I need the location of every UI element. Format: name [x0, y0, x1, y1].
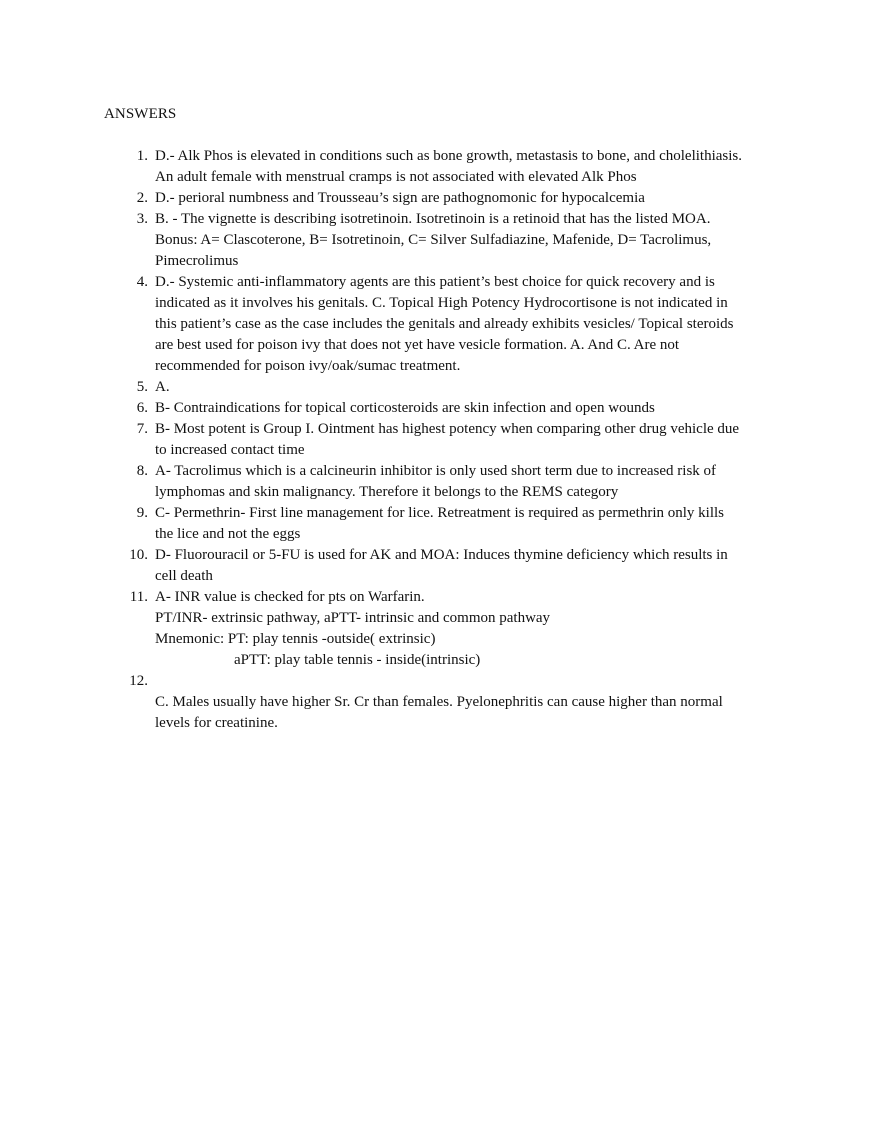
answer-text-line: An adult female with menstrual cramps is not associated with elevated Alk Phos: [155, 169, 637, 185]
answer-number: 1.: [136, 148, 148, 164]
answer-text-line: recommended for poison ivy/oak/sumac treatment.: [155, 358, 461, 374]
answer-text-line: the lice and not the eggs: [155, 526, 301, 542]
answer-number: 3.: [136, 211, 148, 227]
answer-item-2: [104, 188, 794, 209]
answer-number: 5.: [136, 379, 148, 395]
answer-text-line: Mnemonic: PT: play tennis -outside( extrinsic): [155, 631, 436, 647]
answer-text-line: D- Fluorouracil or 5-FU is used for AK and MOA: Induces thymine deficiency which results in: [155, 547, 728, 563]
answer-text-line: B- Most potent is Group I. Ointment has highest potency when comparing other drug vehicle due: [155, 421, 740, 437]
answer-number: 12.: [129, 673, 148, 689]
answer-item-11: [104, 587, 794, 671]
answer-text-line: A- Tacrolimus which is a calcineurin inhibitor is only used short term due to increased risk of: [155, 463, 717, 479]
answer-text-line: aPTT: play table tennis - inside(intrinsic): [234, 652, 481, 668]
answer-item-10: [104, 545, 794, 587]
answer-text-line: D.- Systemic anti-inflammatory agents are this patient’s best choice for quick recovery and is: [155, 274, 715, 290]
answer-number: 7.: [136, 421, 148, 437]
page-heading: ANSWERS: [104, 106, 177, 122]
answer-text-line: B. - The vignette is describing isotretinoin. Isotretinoin is a retinoid that has the listed MOA.: [155, 211, 711, 227]
answer-text-line: A- INR value is checked for pts on Warfarin.: [155, 589, 425, 605]
answer-text-line: [155, 671, 794, 692]
answer-text-line: C. Males usually have higher Sr. Cr than females. Pyelonephritis can cause higher than normal: [155, 694, 723, 710]
answer-number: 10.: [129, 547, 148, 563]
answer-number: 2.: [136, 190, 148, 206]
answer-number: 9.: [136, 505, 148, 521]
answer-number: 11.: [129, 589, 148, 605]
answer-text-line: lymphomas and skin malignancy. Therefore it belongs to the REMS category: [155, 484, 619, 500]
answer-text-line: Bonus: A= Clascoterone, B= Isotretinoin, C= Silver Sulfadiazine, Mafenide, D= Tacrolimus,: [155, 232, 712, 248]
answer-text-line: PT/INR- extrinsic pathway, aPTT- intrinsic and common pathway: [155, 610, 551, 626]
answer-text-line: are best used for poison ivy that does not yet have vesicle formation. A. And C. Are not: [155, 337, 680, 353]
answer-item-9: [104, 503, 794, 545]
answer-item-4: [104, 272, 794, 377]
answer-text-line: Pimecrolimus: [155, 253, 239, 269]
answer-text-line: this patient’s case as the case includes the genitals and already exhibits vesicles/ Topical steroids: [155, 316, 734, 332]
answer-text-line: D.- Alk Phos is elevated in conditions such as bone growth, metastasis to bone, and cholelithiasis.: [155, 148, 742, 164]
answer-item-7: [104, 419, 794, 461]
answer-number: 6.: [136, 400, 148, 416]
answer-number: 8.: [136, 463, 148, 479]
answer-item-1: [104, 146, 794, 188]
answer-text-line: A.: [155, 379, 170, 395]
answer-item-5: [104, 377, 794, 398]
answer-item-3: [104, 209, 794, 272]
answer-list: [104, 146, 794, 734]
answer-text-line: indicated as it involves his genitals. C. Topical High Potency Hydrocortisone is not indicated in: [155, 295, 728, 311]
answer-text-line: levels for creatinine.: [155, 715, 278, 731]
answer-item-12: [104, 671, 794, 734]
answer-text-line: to increased contact time: [155, 442, 305, 458]
answer-text-line: D.- perioral numbness and Trousseau’s sign are pathognomonic for hypocalcemia: [155, 190, 645, 206]
answer-item-6: [104, 398, 794, 419]
answer-text-line: B- Contraindications for topical corticosteroids are skin infection and open wounds: [155, 400, 655, 416]
answer-text-line: C- Permethrin- First line management for lice. Retreatment is required as permethrin only kills: [155, 505, 725, 521]
answer-item-8: [104, 461, 794, 503]
answer-number: 4.: [136, 274, 148, 290]
answer-text-line: cell death: [155, 568, 213, 584]
